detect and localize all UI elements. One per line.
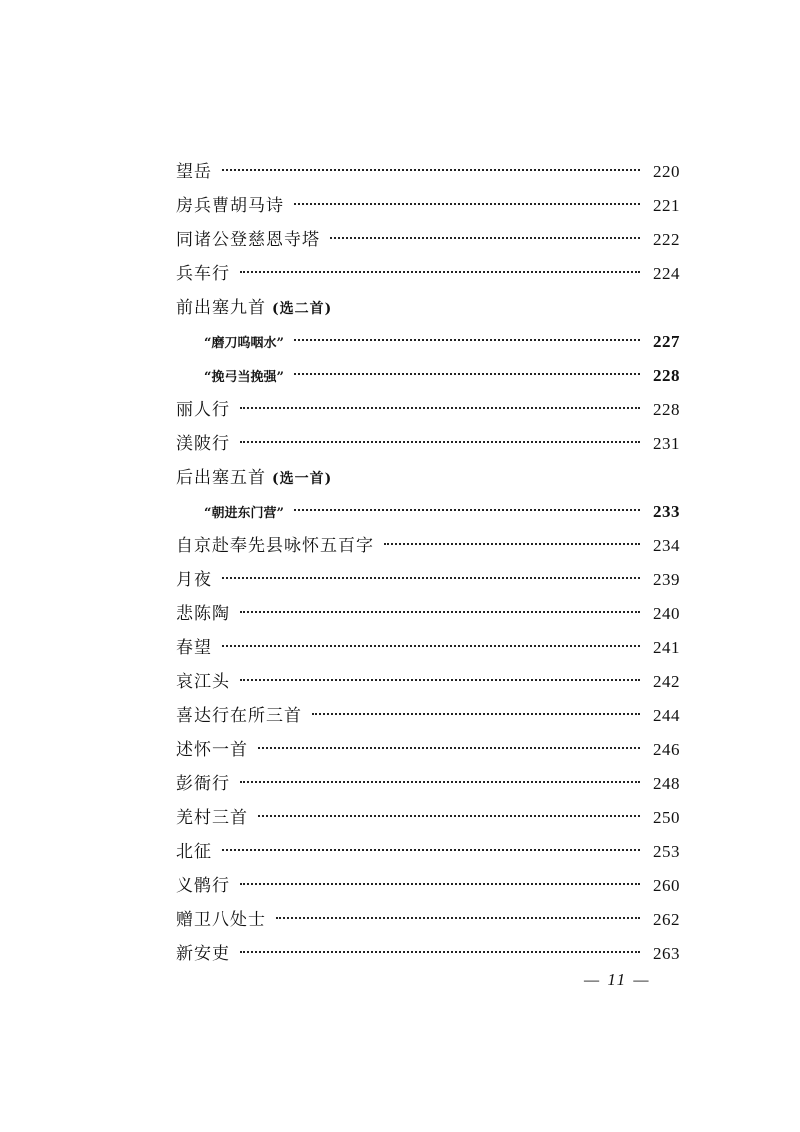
toc-entry-note: (选一首)	[272, 471, 333, 487]
toc-entry-page: 260	[653, 876, 680, 895]
toc-entry-page: 240	[653, 604, 680, 623]
toc-entry	[176, 733, 680, 767]
toc-entry-page: 220	[653, 162, 680, 181]
dot-leader	[240, 271, 640, 273]
toc-entry-page: 241	[653, 638, 680, 657]
dot-leader	[294, 373, 640, 375]
toc-sub-entry	[176, 495, 680, 529]
toc-sub-entry	[176, 359, 680, 393]
toc-entry-title: 渼陂行	[176, 434, 230, 454]
toc-entry	[176, 801, 680, 835]
toc-entry-page: 228	[653, 366, 680, 385]
toc-entry	[176, 393, 680, 427]
toc-entry	[176, 189, 680, 223]
toc-entry	[176, 257, 680, 291]
dot-leader	[276, 917, 640, 919]
toc-entry	[176, 903, 680, 937]
toc-entry-page: 227	[653, 332, 680, 351]
toc-entry-page: 239	[653, 570, 680, 589]
table-of-contents	[176, 155, 680, 971]
toc-entry-title: 赠卫八处士	[176, 910, 266, 930]
toc-entry	[176, 427, 680, 461]
dot-leader	[222, 849, 640, 851]
dot-leader	[258, 815, 640, 817]
toc-entry-title: “磨刀呜咽水”	[204, 336, 284, 351]
toc-entry-page: 228	[653, 400, 680, 419]
dot-leader	[240, 781, 640, 783]
toc-entry-title: 新安吏	[176, 944, 230, 964]
toc-entry	[176, 529, 680, 563]
toc-entry-title: 春望	[176, 638, 212, 658]
toc-entry-title: “朝进东门营”	[204, 506, 284, 521]
toc-entry-title: 后出塞五首	[176, 468, 266, 488]
toc-entry-page: 250	[653, 808, 680, 827]
toc-entry-page: 262	[653, 910, 680, 929]
toc-entry-title: 义鹘行	[176, 876, 230, 896]
toc-entry	[176, 223, 680, 257]
toc-entry	[176, 699, 680, 733]
dot-leader	[222, 169, 640, 171]
toc-entry	[176, 563, 680, 597]
dot-leader	[294, 339, 640, 341]
toc-entry-title: 哀江头	[176, 672, 230, 692]
toc-entry-page: 263	[653, 944, 680, 963]
dot-leader	[240, 883, 640, 885]
toc-entry-page: 234	[653, 536, 680, 555]
toc-entry-title: 北征	[176, 842, 212, 862]
dot-leader	[294, 203, 640, 205]
toc-entry-title: 同诸公登慈恩寺塔	[176, 230, 320, 250]
dot-leader	[240, 679, 640, 681]
toc-entry-page: 244	[653, 706, 680, 725]
toc-entry	[176, 631, 680, 665]
toc-group-heading	[176, 461, 680, 495]
dot-leader	[258, 747, 640, 749]
toc-entry	[176, 597, 680, 631]
page-number: — 11 —	[584, 970, 651, 989]
toc-entry	[176, 665, 680, 699]
dot-leader	[240, 441, 640, 443]
toc-entry	[176, 835, 680, 869]
dot-leader	[384, 543, 640, 545]
toc-entry	[176, 937, 680, 971]
toc-entry-page: 253	[653, 842, 680, 861]
toc-entry-title: 羌村三首	[176, 808, 248, 828]
toc-entry-title: 述怀一首	[176, 740, 248, 760]
dot-leader	[240, 407, 640, 409]
toc-group-heading	[176, 291, 680, 325]
dot-leader	[240, 951, 640, 953]
toc-entry-page: 222	[653, 230, 680, 249]
toc-sub-entry	[176, 325, 680, 359]
toc-entry	[176, 869, 680, 903]
toc-entry-title: “挽弓当挽强”	[204, 370, 284, 385]
toc-entry-page: 242	[653, 672, 680, 691]
toc-entry-page: 231	[653, 434, 680, 453]
toc-entry	[176, 767, 680, 801]
toc-entry-note: (选二首)	[272, 301, 333, 317]
toc-entry-page: 233	[653, 502, 680, 521]
toc-entry-page: 221	[653, 196, 680, 215]
toc-entry-page: 224	[653, 264, 680, 283]
toc-entry-page: 248	[653, 774, 680, 793]
toc-entry-title: 兵车行	[176, 264, 230, 284]
dot-leader	[294, 509, 640, 511]
dot-leader	[330, 237, 640, 239]
toc-entry-title: 月夜	[176, 570, 212, 590]
toc-entry-title: 丽人行	[176, 400, 230, 420]
dot-leader	[222, 645, 640, 647]
toc-entry-title: 悲陈陶	[176, 604, 230, 624]
toc-entry-title: 自京赴奉先县咏怀五百字	[176, 536, 374, 556]
dot-leader	[222, 577, 640, 579]
dot-leader	[312, 713, 640, 715]
toc-entry-page: 246	[653, 740, 680, 759]
dot-leader	[240, 611, 640, 613]
toc-entry-title: 彭衙行	[176, 774, 230, 794]
toc-entry-title: 喜达行在所三首	[176, 706, 302, 726]
toc-entry	[176, 155, 680, 189]
toc-entry-title: 望岳	[176, 162, 212, 182]
toc-entry-title: 前出塞九首	[176, 298, 266, 318]
toc-entry-title: 房兵曹胡马诗	[176, 196, 284, 216]
